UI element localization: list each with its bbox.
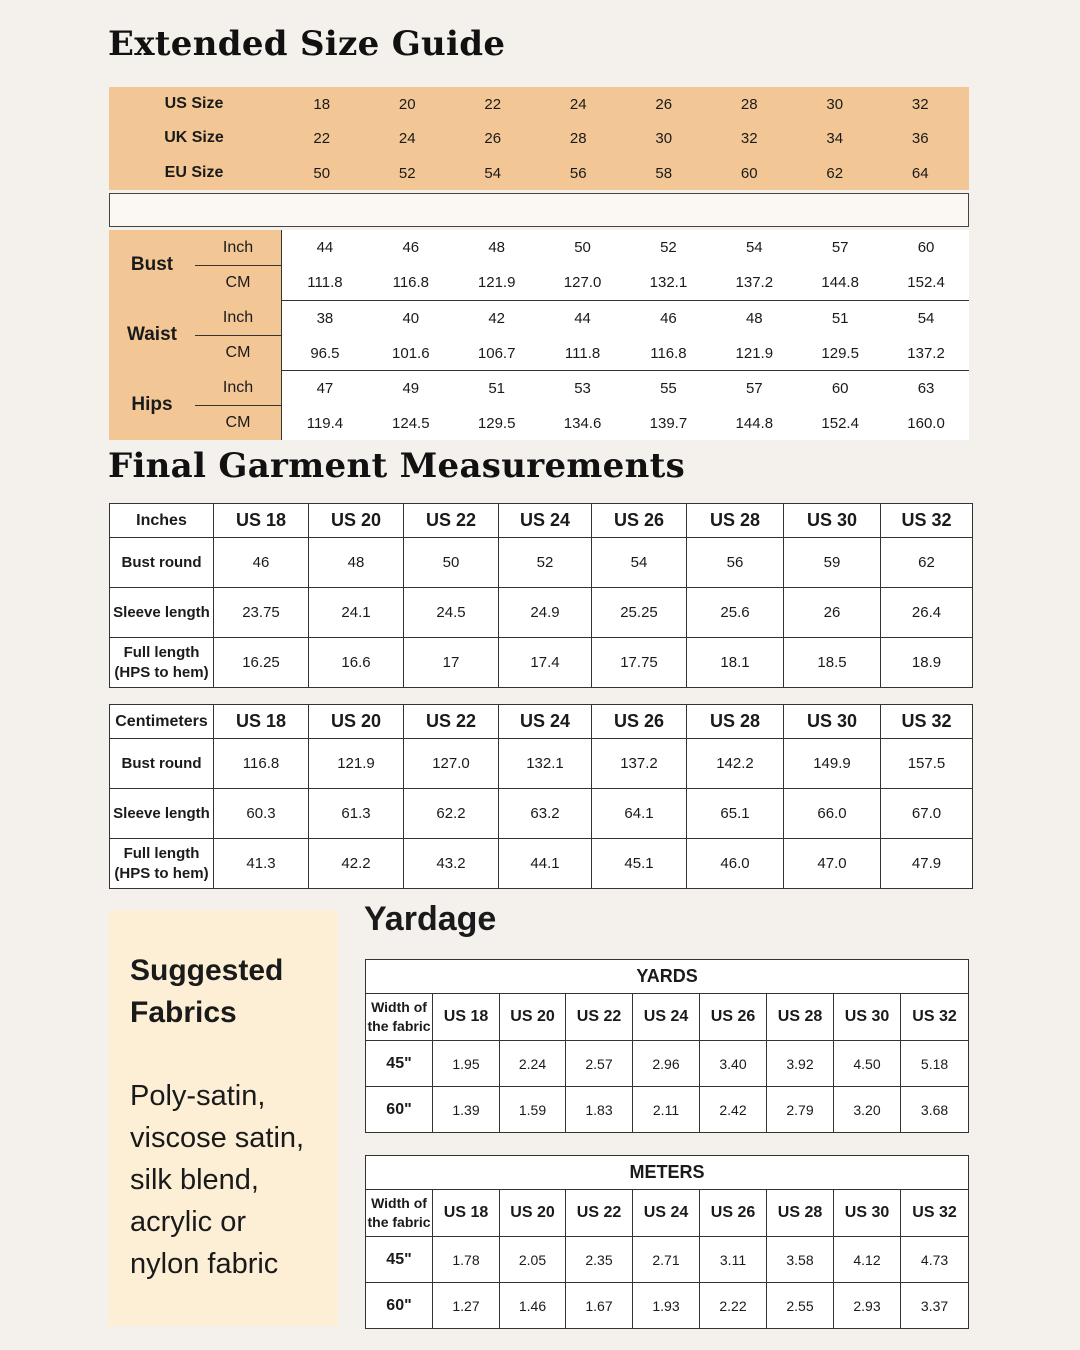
size-header: US 18 [214, 705, 309, 739]
garment-header-row [110, 504, 973, 538]
measurement-value: 152.4 [821, 415, 859, 432]
size-header: US 18 [433, 994, 500, 1041]
unit-divider [195, 405, 281, 406]
yardage-value: 2.22 [700, 1283, 767, 1329]
size-value: 58 [655, 164, 673, 182]
yardage-value: 1.59 [500, 1087, 566, 1133]
size-header: US 18 [433, 1190, 500, 1237]
yardage-unit-row [366, 960, 969, 994]
size-value: 52 [398, 164, 416, 182]
yardage-value: 2.93 [834, 1283, 901, 1329]
size-header: US 20 [309, 705, 404, 739]
size-value: 36 [911, 129, 929, 147]
measurement-group-waist [109, 300, 969, 370]
measurement-name: Hips [131, 394, 173, 415]
garment-row-label [110, 638, 214, 688]
yardage-row [366, 1283, 969, 1329]
suggested-fabrics-panel [108, 910, 338, 1326]
garment-value: 48 [309, 538, 404, 588]
yardage-value: 2.57 [566, 1041, 633, 1087]
garment-header-row [110, 705, 973, 739]
size-header: US 30 [834, 1190, 901, 1237]
garment-row [110, 739, 973, 789]
measurement-value: 42 [488, 310, 506, 327]
measurement-value: 38 [316, 310, 334, 327]
garment-value: 60.3 [214, 789, 309, 839]
garment-value: 67.0 [881, 789, 973, 839]
garment-row-label [110, 739, 214, 789]
size-value: 60 [740, 164, 758, 182]
garment-value: 23.75 [214, 588, 309, 638]
garment-value: 54 [592, 538, 687, 588]
measurement-value: 49 [402, 380, 420, 397]
yardage-value: 3.20 [834, 1087, 901, 1133]
unit-label: Inch [222, 378, 254, 396]
fabric-width-label: 60" [366, 1283, 433, 1329]
garment-value: 62.2 [404, 789, 499, 839]
garment-value: 46 [214, 538, 309, 588]
size-value: 54 [484, 164, 502, 182]
size-value: 50 [313, 164, 331, 182]
measurement-value: 119.4 [306, 415, 344, 432]
yardage-value: 4.73 [901, 1237, 969, 1283]
garment-row-label [110, 538, 214, 588]
size-header: US 30 [784, 705, 881, 739]
measurement-value: 46 [402, 239, 420, 256]
garment-value: 44.1 [499, 839, 592, 889]
measurement-value: 52 [660, 239, 677, 256]
yardage-value: 3.11 [700, 1237, 767, 1283]
row-label-line: Bust round [121, 553, 202, 571]
garment-value: 149.9 [784, 739, 881, 789]
garment-value: 25.6 [687, 588, 784, 638]
garment-value: 56 [687, 538, 784, 588]
yardage-value: 3.37 [901, 1283, 969, 1329]
unit-divider [195, 335, 281, 336]
measurement-value: 160.0 [907, 415, 945, 432]
size-value: 62 [826, 164, 844, 182]
size-value: 30 [826, 95, 844, 113]
yardage-value: 4.50 [834, 1041, 901, 1087]
measurement-value: 96.5 [310, 345, 340, 362]
garment-value: 45.1 [592, 839, 687, 889]
yardage-title: Yardage [364, 900, 497, 938]
size-value: 24 [569, 95, 587, 113]
yardage-value: 1.46 [500, 1283, 566, 1329]
garment-value: 46.0 [687, 839, 784, 889]
size-header: US 20 [309, 504, 404, 538]
yardage-value: 2.11 [633, 1087, 700, 1133]
measurement-value: 121.9 [735, 345, 774, 362]
size-value: 20 [398, 95, 416, 113]
garment-value: 17 [404, 638, 499, 688]
yardage-unit-title: YARDS [366, 960, 969, 994]
yardage-value: 1.93 [633, 1283, 700, 1329]
measurement-value: 57 [745, 380, 763, 397]
suggested-fabrics-title: Suggested Fabrics [130, 954, 284, 1029]
unit-label: Inch [222, 238, 254, 256]
yardage-unit-row [366, 1156, 969, 1190]
yardage-row [366, 1087, 969, 1133]
measurement-value: 137.2 [735, 274, 774, 291]
garment-value: 24.5 [404, 588, 499, 638]
size-guide-measurements [109, 230, 969, 440]
garment-value: 24.1 [309, 588, 404, 638]
yardage-value: 2.96 [633, 1041, 700, 1087]
measurement-value: 57 [831, 239, 849, 256]
measurement-group-hips [109, 370, 969, 440]
measurement-value: 111.8 [307, 274, 343, 291]
size-header: US 20 [500, 1190, 566, 1237]
measurement-value: 132.1 [649, 274, 688, 291]
size-row-label: US Size [164, 95, 224, 112]
size-header: US 22 [404, 504, 499, 538]
size-header: US 32 [881, 504, 973, 538]
size-row-uk-size [109, 121, 969, 155]
unit-header: Inches [110, 504, 214, 538]
measurement-value: 106.7 [477, 345, 516, 362]
yardage-value: 2.71 [633, 1237, 700, 1283]
measurement-value: 53 [574, 380, 591, 397]
corner-line-1: Width of [371, 1195, 427, 1211]
garment-value: 61.3 [309, 789, 404, 839]
garment-value: 18.9 [881, 638, 973, 688]
size-value: 22 [313, 129, 331, 147]
garment-value: 16.25 [214, 638, 309, 688]
size-guide-spacer [109, 193, 969, 227]
yardage-value: 2.05 [500, 1237, 566, 1283]
measurement-value: 60 [917, 239, 935, 256]
measurement-name: Waist [127, 324, 177, 345]
measurement-values [281, 230, 969, 300]
yardage-value: 1.78 [433, 1237, 500, 1283]
unit-divider [195, 265, 281, 266]
yardage-value: 3.40 [700, 1041, 767, 1087]
measurement-values [281, 370, 969, 440]
yardage-value: 5.18 [901, 1041, 969, 1087]
fabric-width-label: 45" [366, 1041, 433, 1087]
garment-row [110, 538, 973, 588]
garment-value: 43.2 [404, 839, 499, 889]
unit-label: CM [225, 343, 251, 361]
measurement-value: 152.4 [907, 274, 945, 291]
yardage-value: 1.83 [566, 1087, 633, 1133]
garment-row-label [110, 789, 214, 839]
size-header: US 28 [767, 1190, 834, 1237]
row-label-line: Sleeve length [113, 603, 210, 621]
garment-value: 47.0 [784, 839, 881, 889]
garment-value: 18.5 [784, 638, 881, 688]
size-conversion-header [109, 87, 969, 190]
size-header: US 28 [687, 504, 784, 538]
measurement-value: 44 [316, 239, 334, 256]
garment-value: 132.1 [499, 739, 592, 789]
garment-value: 50 [404, 538, 499, 588]
measurement-value: 54 [917, 310, 935, 327]
measurement-values [281, 300, 969, 370]
fabric-line: Poly-satin, [130, 1080, 266, 1112]
garment-value: 121.9 [309, 739, 404, 789]
garment-row-label [110, 839, 214, 889]
size-header: US 24 [499, 504, 592, 538]
size-header: US 24 [633, 1190, 700, 1237]
row-label-line: Full length [123, 643, 200, 661]
measurement-value: 60 [831, 380, 849, 397]
width-of-fabric-header [366, 994, 433, 1041]
size-header: US 32 [881, 705, 973, 739]
garment-table-inches [109, 503, 973, 688]
measurement-row [282, 265, 969, 300]
garment-value: 116.8 [214, 739, 309, 789]
size-header: US 24 [633, 994, 700, 1041]
row-label-line: Sleeve length [113, 804, 210, 822]
measurement-name: Bust [130, 254, 174, 275]
measurement-value: 46 [660, 310, 677, 327]
garment-value: 62 [881, 538, 973, 588]
garment-table-centimeters [109, 704, 973, 889]
size-value: 18 [313, 95, 331, 113]
garment-value: 17.75 [592, 638, 687, 688]
measurement-row [282, 230, 969, 265]
measurement-value: 51 [488, 380, 506, 397]
measurement-group-bust [109, 230, 969, 300]
garment-value: 25.25 [592, 588, 687, 638]
fabric-line: viscose satin, [130, 1122, 305, 1154]
size-header: US 32 [901, 1190, 969, 1237]
garment-value: 47.9 [881, 839, 973, 889]
size-value: 24 [398, 129, 416, 147]
garment-value: 127.0 [404, 739, 499, 789]
fabric-line: nylon fabric [130, 1248, 279, 1280]
yardage-value: 2.79 [767, 1087, 834, 1133]
yardage-value: 2.35 [566, 1237, 633, 1283]
fabric-width-label: 60" [366, 1087, 433, 1133]
yardage-value: 2.24 [500, 1041, 566, 1087]
measurement-label-cell [109, 370, 281, 440]
yardage-value: 3.68 [901, 1087, 969, 1133]
measurement-value: 101.6 [392, 345, 430, 362]
measurement-value: 50 [574, 239, 591, 256]
garment-value: 26.4 [881, 588, 973, 638]
garment-value: 65.1 [687, 789, 784, 839]
yardage-value: 2.42 [700, 1087, 767, 1133]
yardage-value: 2.55 [767, 1283, 834, 1329]
yardage-value: 1.67 [566, 1283, 633, 1329]
measurement-value: 63 [917, 380, 935, 397]
garment-value: 42.2 [309, 839, 404, 889]
garment-value: 142.2 [687, 739, 784, 789]
size-value: 30 [655, 129, 673, 147]
size-row-label: UK Size [164, 129, 224, 146]
yardage-value: 1.39 [433, 1087, 500, 1133]
row-label-line-2: (HPS to hem) [114, 864, 209, 882]
garment-row [110, 839, 973, 889]
measurement-label-cell [109, 230, 281, 300]
size-guide-table [109, 87, 969, 440]
corner-line-2: the fabric [367, 1214, 431, 1230]
unit-label: CM [225, 413, 251, 431]
fabric-width-label: 45" [366, 1237, 433, 1283]
garment-value: 16.6 [309, 638, 404, 688]
size-value: 32 [740, 129, 758, 147]
yardage-table-meters [365, 1155, 969, 1329]
measurement-value: 144.8 [735, 415, 774, 432]
corner-line-1: Width of [371, 999, 427, 1015]
garment-value: 66.0 [784, 789, 881, 839]
yardage-row [366, 1237, 969, 1283]
measurement-value: 129.5 [821, 345, 859, 362]
garment-value: 18.1 [687, 638, 784, 688]
size-header: US 30 [834, 994, 901, 1041]
yardage-header-row [366, 994, 969, 1041]
measurement-value: 124.5 [392, 415, 430, 432]
measurement-value: 116.8 [392, 274, 430, 291]
size-value: 56 [569, 164, 587, 182]
size-header: US 28 [767, 994, 834, 1041]
size-header: US 22 [404, 705, 499, 739]
measurement-value: 47 [316, 380, 334, 397]
measurement-value: 55 [660, 380, 677, 397]
garment-title: Final Garment Measurements [108, 446, 686, 486]
measurement-value: 127.0 [563, 274, 602, 291]
yardage-value: 3.58 [767, 1237, 834, 1283]
size-value: 26 [655, 95, 673, 113]
size-row-us-size [109, 87, 969, 121]
yardage-value: 1.95 [433, 1041, 500, 1087]
measurement-value: 48 [745, 310, 763, 327]
measurement-row [282, 336, 969, 371]
yardage-header-row [366, 1190, 969, 1237]
yardage-value: 3.92 [767, 1041, 834, 1087]
measurement-value: 54 [745, 239, 763, 256]
size-header: US 22 [566, 1190, 633, 1237]
yardage-value: 1.27 [433, 1283, 500, 1329]
size-header: US 30 [784, 504, 881, 538]
size-value: 32 [911, 95, 929, 113]
garment-row [110, 789, 973, 839]
measurement-value: 111.8 [564, 345, 601, 362]
garment-value: 17.4 [499, 638, 592, 688]
measurement-value: 129.5 [477, 415, 516, 432]
row-label-line: Bust round [121, 754, 202, 772]
fabric-line: silk blend, [130, 1164, 259, 1196]
size-header: US 18 [214, 504, 309, 538]
measurement-value: 144.8 [821, 274, 859, 291]
size-header: US 22 [566, 994, 633, 1041]
size-header: US 26 [700, 1190, 767, 1237]
garment-value: 63.2 [499, 789, 592, 839]
garment-value: 41.3 [214, 839, 309, 889]
size-value: 22 [484, 95, 502, 113]
row-label-line: Full length [123, 844, 200, 862]
measurement-value: 116.8 [650, 345, 687, 362]
fabric-line: acrylic or [130, 1206, 247, 1238]
measurement-value: 44 [574, 310, 591, 327]
garment-value: 59 [784, 538, 881, 588]
yardage-row [366, 1041, 969, 1087]
suggested-fabrics-list [130, 1075, 335, 1285]
measurement-label-cell [109, 300, 281, 370]
unit-header: Centimeters [110, 705, 214, 739]
measurement-value: 40 [402, 310, 420, 327]
garment-value: 26 [784, 588, 881, 638]
unit-label: CM [225, 273, 251, 291]
corner-line-2: the fabric [367, 1018, 431, 1034]
measurement-value: 121.9 [477, 274, 516, 291]
size-header: US 24 [499, 705, 592, 739]
measurement-value: 51 [831, 310, 849, 327]
size-row-label: EU Size [164, 164, 224, 181]
size-header: US 20 [500, 994, 566, 1041]
yardage-value: 4.12 [834, 1237, 901, 1283]
yardage-unit-title: METERS [366, 1156, 969, 1190]
size-value: 26 [484, 129, 502, 147]
size-header: US 26 [592, 504, 687, 538]
garment-row [110, 588, 973, 638]
measurement-value: 134.6 [563, 415, 602, 432]
garment-value: 52 [499, 538, 592, 588]
size-row-eu-size [109, 156, 969, 190]
measurement-value: 139.7 [649, 415, 688, 432]
size-value: 28 [569, 129, 587, 147]
size-header: US 26 [592, 705, 687, 739]
measurement-value: 137.2 [907, 345, 945, 362]
yardage-table-yards [365, 959, 969, 1133]
garment-value: 157.5 [881, 739, 973, 789]
garment-value: 24.9 [499, 588, 592, 638]
size-value: 28 [740, 95, 758, 113]
garment-value: 64.1 [592, 789, 687, 839]
size-header: US 32 [901, 994, 969, 1041]
row-label-line-2: (HPS to hem) [114, 663, 209, 681]
size-value: 64 [911, 164, 929, 182]
garment-row-label [110, 588, 214, 638]
unit-label: Inch [222, 308, 254, 326]
size-guide-title: Extended Size Guide [108, 24, 506, 64]
measurement-value: 48 [488, 239, 506, 256]
size-header: US 28 [687, 705, 784, 739]
measurement-row [282, 371, 969, 406]
garment-value: 137.2 [592, 739, 687, 789]
garment-row [110, 638, 973, 688]
measurement-row [282, 406, 969, 441]
size-header: US 26 [700, 994, 767, 1041]
measurement-row [282, 301, 969, 336]
width-of-fabric-header [366, 1190, 433, 1237]
size-value: 34 [826, 129, 844, 147]
